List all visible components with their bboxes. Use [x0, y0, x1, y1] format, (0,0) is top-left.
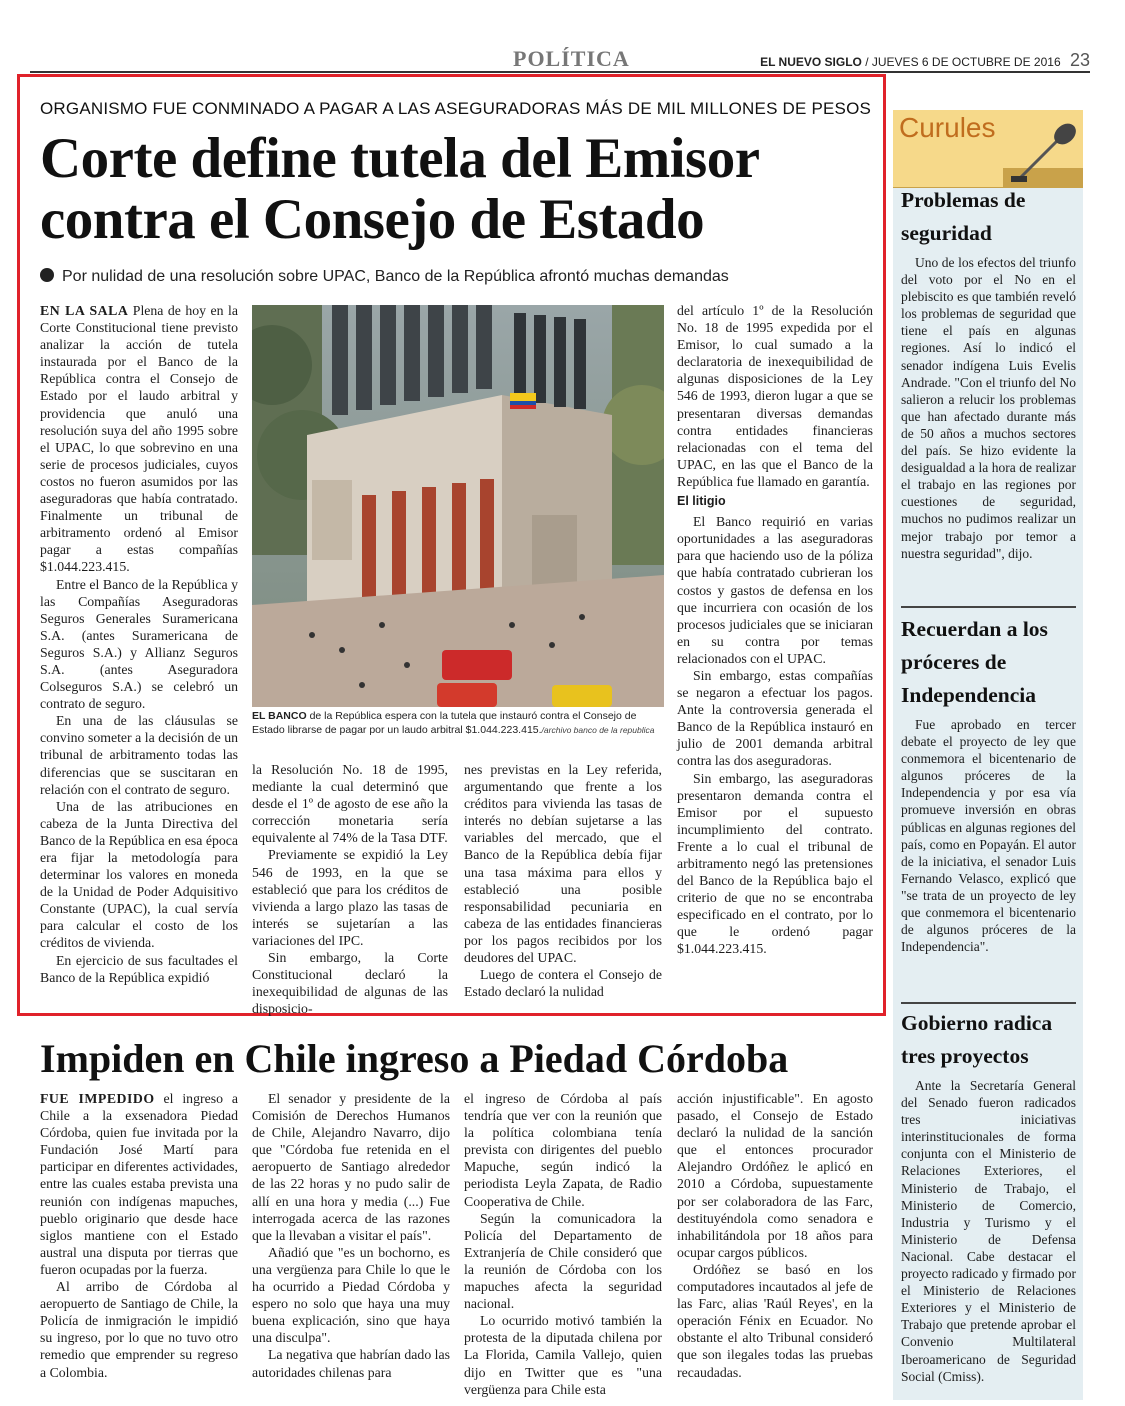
header-rule — [30, 71, 1090, 73]
sidebar-article-body: Uno de los efectos del triunfo del voto por el No en el plebiscito es que también reveló los problemas de seguridad que tiene el país en algunas regiones. Así lo indicó el senador indígena Luis Evelis Andrade. "Con el triunfo del No salieron a relucir los problemas que han afectado durante más de 50 años a muchos sectores del país. Se hizo evidente la desigualdad a la hora de realizar el trabajo en las regiones por cuestiones de seguridad, muchos no pudimos realizar un mejor trabajo por temor a nuestra seguridad", dijo. — [901, 255, 1076, 561]
page-header — [30, 40, 1090, 74]
article-column-3 — [464, 761, 662, 1000]
paragraph: Una de las atribuciones en cabeza de la Junta Directiva del Banco de la República en esa época era fijar la metodología para determinar los valores en moneda de la Unidad de Poder Adquisitivo Constante (UPAC), la cual servía para calcular el costo de los créditos de vivienda. — [40, 798, 238, 951]
publication-date: / JUEVES 6 DE OCTUBRE DE 2016 — [865, 55, 1061, 69]
paragraph-text: el ingreso a Chile a la exsenadora Piedad Córdoba, quien fue invitada por la Fundación José Martí para participar en diferentes actividades, entre las cuales estaba prevista una reunión con indígenas mapuches, pueblo originario que desde hace siglos mantiene con el Estado austral una disputa por tierras que fueron ocupadas por la fuerza. — [40, 1091, 239, 1277]
article-column-4 — [677, 302, 873, 958]
paragraph: Luego de contera el Consejo de Estado declaró la nulidad — [464, 967, 662, 1000]
caption-lead: EL BANCO — [252, 710, 307, 722]
curules-banner — [893, 110, 1083, 188]
article-headline: Corte define tutela del Emisor contra el Consejo de Estado — [40, 127, 759, 251]
second-article-column-4 — [677, 1090, 873, 1381]
paragraph-text: Plena de hoy en la Corte Constitucional tiene previsto analizar la acción de tutela instaurada por el Banco de la República contra el Consejo de Estado por el laudo arbitral y providencia que anuló una resolución suya del año 1995 sobre el UPAC, lo que sobrevino en una serie de procesos judiciales, cuyos costos no fueron asumidos por las aseguradoras que había contratado. Finalmente un tribunal de arbitramento ordenó al Emisor pagar a estas compañías $1.044.223.415. — [40, 303, 238, 575]
caption-text: de la República espera con la tutela que instauró contra el Consejo de Estado librarse de pagar por un laudo arbitral $1.044.223.415. — [252, 710, 637, 736]
article-column-2 — [252, 761, 448, 1017]
lead-in: FUE IMPEDIDO — [40, 1091, 155, 1106]
article-deck — [40, 268, 880, 286]
sidebar-article-title: Gobierno radica tres proyectos — [901, 1011, 1053, 1068]
paragraph: del artículo 1º de la Resolución No. 18 de 1995 expedida por el Emisor, lo cual sumado a la declaratoria de inexequibilidad de algunas disposiciones de la Ley 546 de 1993, dieron lugar a que se presentaran diversas demandas contra entidades financieras relacionadas con el tema del UPAC, en las que el Banco de la República fue llamado en garantía. — [677, 303, 873, 489]
paragraph: nes previstas en la Ley referida, argumentando que frente a los créditos para vivienda las tasas de interés no debían sujetarse a las variables del mercado, que el Banco de la República debía fijar una tasa máxima para ellos y estableció una posible responsabilidad pecuniaria en cabeza de las entidades financieras por los pagos recibidos por los deudores del UPAC. — [464, 762, 662, 966]
paragraph: Sin embargo, las aseguradoras presentaron demanda contra el Emisor por el supuesto incumplimiento del contrato. Frente a lo cual el tribunal de arbitramento negó las pretensiones del Banco de la República bajo el criterio de que no se encontraba especificado en el contrato, por lo que le ordenó pagar $1.044.223.415. — [677, 770, 873, 957]
section-name: POLÍTICA — [513, 46, 630, 71]
paragraph — [40, 1090, 238, 1278]
paragraph: Sin embargo, la Corte Constitucional declaró la inexequibilidad de algunas de las disposicio- — [252, 950, 448, 1017]
paragraph: La negativa que habrían dado las autoridades chilenas para — [252, 1347, 450, 1380]
paragraph: Entre el Banco de la República y las Compañías Aseguradoras Seguros Generales Suramericana S.A. (antes Suramericana de Seguros S.A.) y Allianz Seguros S.A. (antes Aseguradora Colseguros S.A.) se celebró un contrato de seguro. — [40, 576, 238, 712]
second-article-column-2 — [252, 1090, 450, 1381]
paragraph: Ordóñez se basó en los computadores incautados al jefe de las Farc, alias 'Raúl Reyes', en la operación Fénix en Ecuador. No obstante el alto Tribunal consideró que son ilegales todas las pruebas recaudadas. — [677, 1261, 873, 1380]
paragraph: Añadió que "es un bochorno, es una vergüenza para Chile lo que le ha ocurrido a Piedad Córdoba y espero no solo que haya una muy buena explicación, sino que haya una disculpa". — [252, 1244, 450, 1346]
sidebar-article-body: Fue aprobado en tercer debate el proyecto de ley que conmemora el bicentenario de algunos próceres de la Independencia y por esa vía promueve inversión en obras públicas en algunas regiones del país, como en Popayán. El autor de la iniciativa, el senador Luis Fernando Velasco, explicó que "se trata de un proyecto de ley que conmemora el bicentenario de algunos próceres de la Independencia". — [901, 717, 1076, 955]
paragraph: Sin embargo, estas compañías se negaron a efectuar los pagos. Ante la controversia generada el Banco de la República instauró en julio de 2001 demanda arbitral contra las dos aseguradoras. — [677, 667, 873, 769]
paragraph: El senador y presidente de la Comisión de Derechos Humanos de Chile, Alejandro Navarro, dijo que "Córdoba fue retenida en el aeropuerto de Santiago alrededor de las 22 horas y no pudo salir de allí en una hora y media (...) Fue interrogada acerca de las razones que la llevaban a visitar el país". — [252, 1091, 450, 1243]
sidebar-article-title: Problemas de seguridad — [901, 188, 1026, 245]
curules-sidebar — [893, 100, 1083, 1400]
photo-caption — [252, 710, 666, 737]
bullet-icon — [40, 268, 54, 282]
paragraph: Previamente se expidió la Ley 546 de 1993, en la que se estableció que para los créditos de vivienda a largo plazo las tasas de interés se sujetarían a las variaciones del IPC. — [252, 847, 448, 948]
sidebar-article-title: Recuerdan a los próceres de Independencia — [901, 617, 1048, 707]
paragraph: el ingreso de Córdoba al país tendría que ver con la reunión que la política colombiana tenía prevista con dirigentes del pueblo Mapuche, según indicó la periodista Leyla Zapata, de Radio Cooperativa de Chile. — [464, 1091, 662, 1209]
sidebar-divider — [901, 1002, 1076, 1004]
publication-name: EL NUEVO SIGLO — [760, 55, 862, 69]
sidebar-article-body: Ante la Secretaría General del Senado fueron radicados tres iniciativas interinstitucionales de forma conjunta con el Ministerio de Relaciones Exteriores, el Ministerio de Trabajo, el Ministerio de Comercio, Industria y Turismo y el Ministerio de Defensa Nacional. Cabe destacar el proyecto radicado y firmado por el Ministerio de Relaciones Exteriores y el Ministerio de Trabajo que pretende aprobar el Convenio Multilateral Iberoamericano de Seguridad Social (Cmiss). — [901, 1078, 1076, 1384]
paragraph: En ejercicio de sus facultades el Banco de la República expidió — [40, 952, 238, 985]
paragraph: Según la comunicadora la Policía del Departamento de Extranjería de Chile consideró que la reunión de Córdoba con los mapuches afecta la seguridad nacional. — [464, 1210, 662, 1312]
paragraph: En una de las cláusulas se convino someter a la decisión de un tribunal de arbitramento todas las diferencias que se suscitaran en relación con el contrato de seguro. — [40, 713, 238, 797]
sidebar-article-1 — [901, 184, 1076, 562]
second-article-column-1 — [40, 1090, 238, 1381]
second-article-column-3 — [464, 1090, 662, 1398]
sidebar-article-2 — [901, 613, 1076, 955]
paragraph: El Banco requirió en varias oportunidades a las aseguradoras para que haciendo uso de la póliza que había contratado cubrieran los costos y gastos de defensa en los que incurriera con ocasión de los procesos judiciales que se iniciaran en su contra por temas relacionados con el UPAC. — [677, 514, 873, 666]
sidebar-article-3 — [901, 1007, 1076, 1385]
paragraph: Al arribo de Córdoba al aeropuerto de Santiago de Chile, la Policía de inmigración le impidió su ingreso, por lo que no tuvo otro remedio que emprender su regreso a Colombia. — [40, 1279, 238, 1380]
sidebar-divider — [901, 606, 1076, 608]
photo-credit: /archivo banco de la republica — [541, 724, 655, 735]
bank-building-photo — [252, 305, 664, 707]
article-kicker: ORGANISMO FUE CONMINADO A PAGAR A LAS ASEGURADORAS MÁS DE MIL MILLONES DE PESOS — [40, 99, 872, 118]
sidebar-title: Curules — [899, 112, 996, 143]
lead-in: EN LA SALA — [40, 303, 129, 318]
paragraph: la Resolución No. 18 de 1995, mediante la cual determinó que desde el 1º de agosto de ese año la corrección monetaria sería equivalente al 74% de la Tasa DTF. — [252, 762, 448, 846]
paragraph — [40, 302, 238, 576]
microphone-icon — [1003, 110, 1083, 188]
subhead: El litigio — [677, 494, 726, 509]
page-number: 23 — [1069, 50, 1090, 70]
article-column-1 — [40, 302, 238, 986]
paragraph: Lo ocurrido motivó también la protesta de la diputada chilena por La Florida, Camila Vallejo, quien dijo en Twitter que es "una vergüenza para Chile esta — [464, 1313, 662, 1397]
publication-line — [760, 50, 1090, 71]
deck-text: Por nulidad de una resolución sobre UPAC, Banco de la República afrontó muchas demandas — [62, 268, 729, 285]
second-article-headline: Impiden en Chile ingreso a Piedad Córdoba — [40, 1036, 789, 1081]
paragraph: acción injustificable". En agosto pasado, el Consejo de Estado declaró la nulidad de la sanción que el entonces procurador Alejandro Ordóñez le aplicó en 2010 a Córdoba, supuestamente por ser colaboradora de las Farc, destituyéndola como senadora e inhabilitándola por 18 años para ocupar cargos públicos. — [677, 1091, 873, 1260]
